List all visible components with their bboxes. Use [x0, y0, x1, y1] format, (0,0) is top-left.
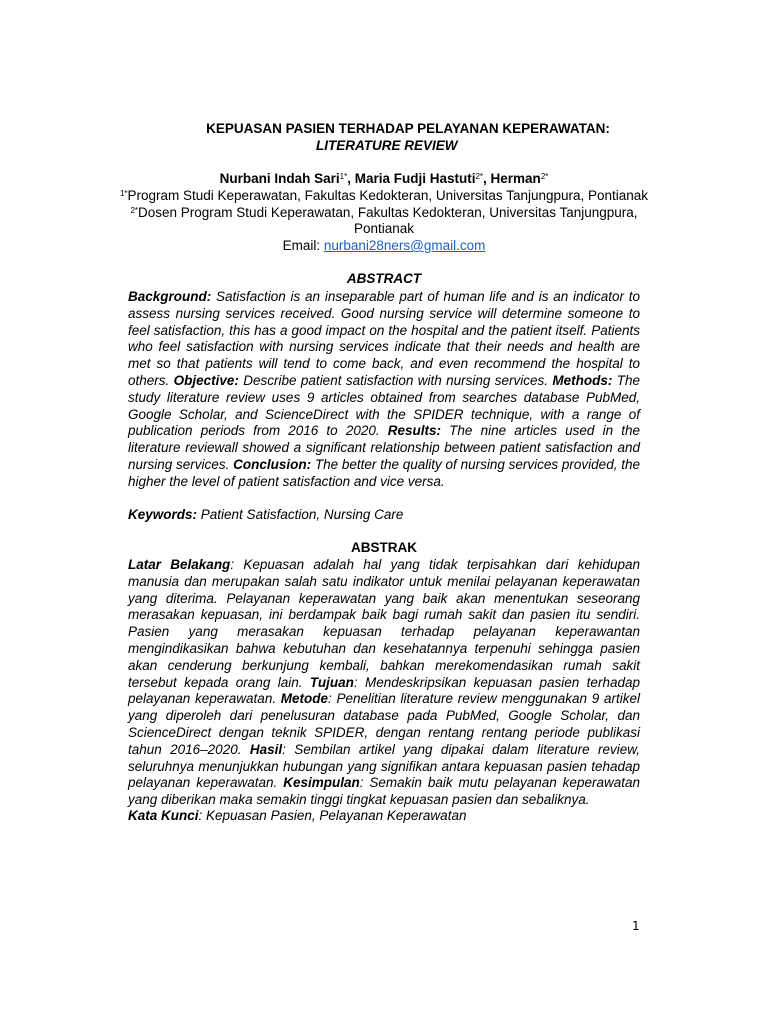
author-1: Nurbani Indah Sari [219, 171, 340, 186]
abstrak-heading: ABSTRAK [351, 540, 417, 555]
abstract-conclusion-label: Conclusion: [233, 456, 312, 472]
kata-kunci-label: Kata Kunci [128, 808, 199, 823]
title-line1-text: KEPUASAN PASIEN TERHADAP PELAYANAN KEPERAWATAN: [206, 121, 610, 136]
author-3: , Herman [483, 171, 541, 186]
paper-title-line2: LITERATURE REVIEW [316, 138, 458, 153]
affiliation-2-mark: 2* [130, 206, 139, 215]
page-number: 1 [632, 919, 640, 933]
abstract-results-text: The nine articles used in the literature reviewall showed a significant relationship between patient satisfaction and nursing services. [128, 423, 640, 472]
abstract-body [128, 289, 640, 491]
author-1-mark: 1* [339, 172, 348, 181]
abstrak-hasil-text: : Sembilan artikel yang dipakai dalam literature review, seluruhnya menunjukkan hubungan yang signifikan antara kepuasan pasien tehadap pelayanan keperawatan. [128, 741, 640, 791]
author-3-mark: 2* [540, 172, 549, 181]
paper-title-line1 [0, 121, 768, 136]
abstrak-body [128, 557, 640, 809]
abstrak-latar-label: Latar Belakang [128, 557, 231, 572]
abstrak-tujuan-text: : Mendeskripsikan kepuasan pasien terhadap pelayanan keperawatan. [128, 674, 640, 707]
abstract-objective-text: Describe patient satisfaction with nursing services. [238, 372, 553, 388]
affiliation-1-text: Program Studi Keperawatan, Fakultas Kedokteran, Universitas Tanjungpura, Pontianak [127, 188, 649, 203]
author-list [0, 171, 768, 186]
kata-kunci-line [128, 808, 466, 823]
email-line [0, 238, 768, 253]
abstrak-kesimpulan-text: : Semakin baik mutu pelayanan keperawatan yang diberikan maka semakin tinggi tingkat kepuasan pasien dan sebaliknya. [128, 775, 640, 808]
affiliation-2-continued: Pontianak [353, 221, 415, 236]
abstrak-metode-label: Metode [280, 691, 329, 707]
affiliation-2-text: Dosen Program Studi Keperawatan, Fakultas Kedokteran, Universitas Tanjungpura, [138, 205, 638, 220]
abstract-heading: ABSTRACT [346, 271, 422, 286]
abstract-background-label: Background: [128, 289, 212, 304]
abstract-results-label: Results: [387, 423, 442, 439]
affiliation-2 [0, 205, 768, 220]
abstrak-kesimpulan-label: Kesimpulan [283, 775, 360, 791]
abstract-background-text: Satisfaction is an inseparable part of human life and is an indicator to assess nursing services received. Good nursing service will determine someone to feel satisfaction, this has a good impact on the hospital and the patient itself. Patients who feel satisfaction with nursing services indicate that their needs and health are met so that patients will tend to come back, and even recommend the hospital to others. [128, 289, 640, 388]
abstract-conclusion-text: The better the quality of nursing services provided, the higher the level of patient satisfaction and vice versa. [128, 456, 640, 489]
abstrak-latar-text: : Kepuasan adalah hal yang tidak terpisahkan dari kehidupan manusia dan merupakan salah satu indikator untuk menilai pelayanan keperawatan yang diterima. Pelayanan keperawatan yang baik akan menentukan seseorang merasakan kepuasan, ini berdampak baik bagi rumah sakit dan pasien itu sendiri. Pasien yang merasakan kepuasan terhadap pelayanan keperawantan mengindikasikan bahwa kebutuhan dan kesehatannya terpenuhi sehingga pasien akan cenderung berkunjung kembali, bahkan merekomendasikan rumah sakit tersebut kepada orang lain. [128, 557, 640, 690]
abstract-objective-label: Objective: [173, 372, 239, 388]
email-label: Email: [282, 238, 324, 253]
abstract-methods-label: Methods: [552, 372, 613, 388]
author-2-mark: 2* [475, 172, 484, 181]
abstrak-hasil-label: Hasil [249, 741, 283, 757]
keywords-text: Patient Satisfaction, Nursing Care [197, 507, 404, 522]
email-link[interactable]: nurbani28ners@gmail.com [323, 238, 486, 253]
abstrak-tujuan-label: Tujuan [309, 674, 354, 690]
abstract-methods-text: The study literature review uses 9 articles obtained from searches database PubMed, Google Scholar, and ScienceDirect with the SPIDER technique, with a range of publication periods from 2016 to 2020. [128, 372, 641, 439]
keywords-line [128, 507, 403, 522]
affiliation-1 [0, 188, 768, 203]
keywords-label: Keywords: [128, 507, 198, 522]
author-2: , Maria Fudji Hastuti [347, 171, 476, 186]
kata-kunci-text: : Kepuasan Pasien, Pelayanan Keperawatan [198, 808, 467, 823]
abstrak-metode-text: : Penelitian literature review menggunakan 9 artikel yang diperoleh dari penelusuran database pada PubMed, Google Scholar, dan ScienceDirect dengan teknik SPIDER, dengan rentang rentang periode publikasi tahun 2016–2020. [128, 691, 640, 757]
affiliation-1-mark: 1* [119, 189, 128, 198]
